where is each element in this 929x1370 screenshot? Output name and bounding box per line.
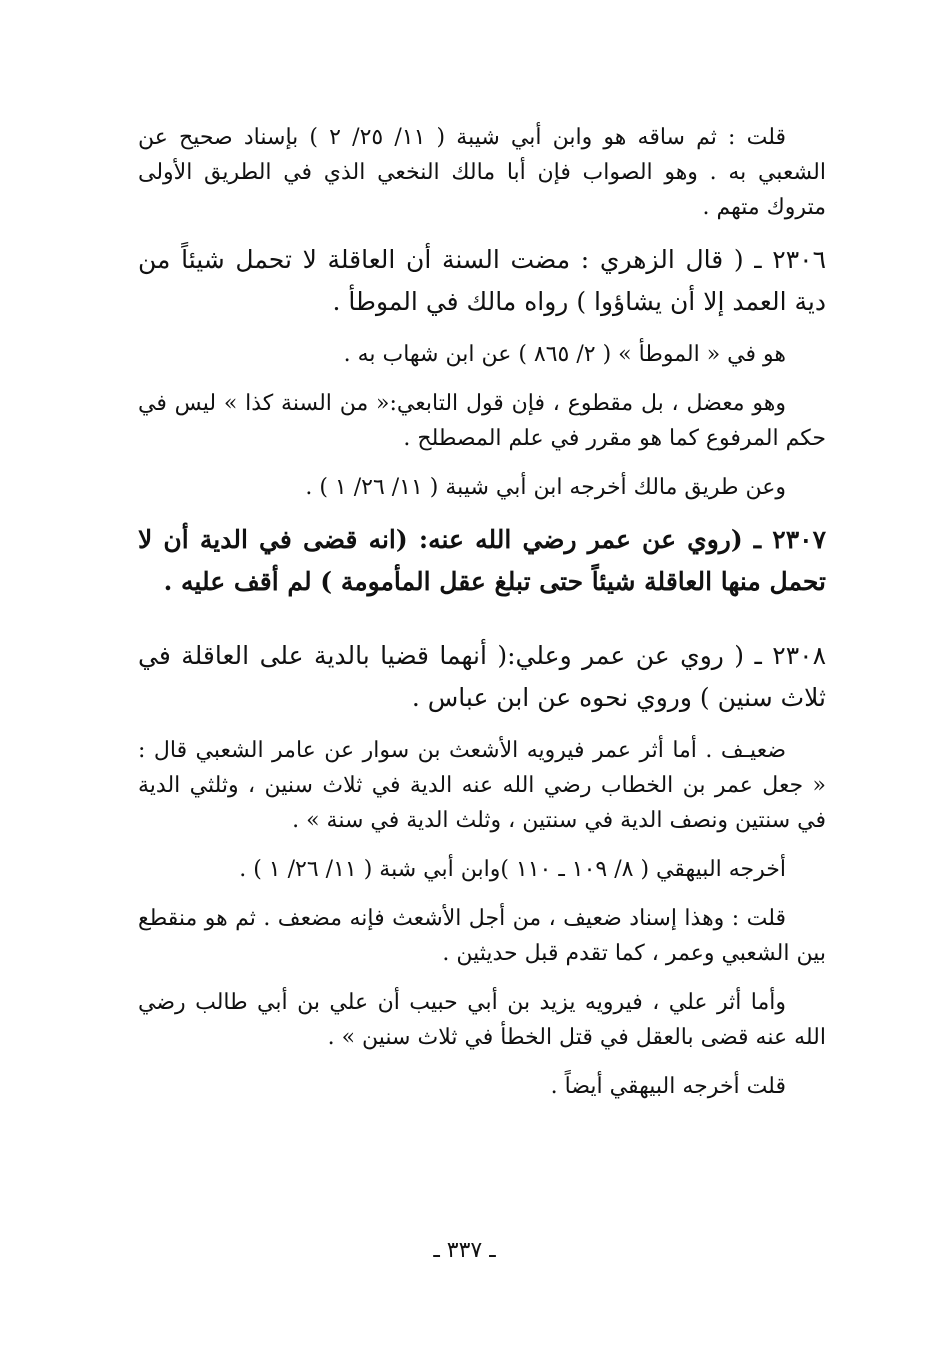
paragraph-comment-2308: قلت : وهذا إسناد ضعيف ، من أجل الأشعث فإنه مضعف . ثم هو منقطع بين الشعبي وعمر ، كما تقدم قبل حديثين .: [138, 906, 826, 966]
paragraph-route-2306: وعن طريق مالك أخرجه ابن أبي شيبة ( ١١/ ٢٦/ ١ ) .: [305, 475, 786, 500]
hadith-2307: ٢٣٠٧ ـ (روي عن عمر رضي الله عنه: (انه قضى في الدية أن لا تحمل منها العاقلة شيئاً حتى تبلغ عقل المأمومة ) لم أقف عليه .: [138, 525, 826, 596]
page-body: [138, 120, 826, 1118]
paragraph-ali-report: وأما أثر علي ، فيرويه يزيد بن أبي حبيب أن علي بن أبي طالب رضي الله عنه قضى بالعقل في قتل الخطأ في ثلاث سنين » .: [138, 990, 826, 1050]
paragraph-source-2308: أخرجه البيهقي ( ٨/ ١٠٩ ـ ١١٠ )وابن أبي شبة ( ١١/ ٢٦/ ١ ) .: [239, 857, 786, 882]
paragraph-source-2306: هو في « الموطأ » ( ٢/ ٨٦٥ ) عن ابن شهاب به .: [343, 342, 786, 367]
paragraph-grading-2308: ضعيـف . أما أثر عمر فيرويه الأشعث بن سوار عن عامر الشعبي قال : « جعل عمر بن الخطاب رضي الله عنه الدية في ثلاث سنين ، وثلثي الدية في سنتين ونصف الدية في سنتين ، وثلث الدية في سنة » .: [138, 738, 826, 833]
paragraph-comment-1: قلت : ثم ساقه هو وابن أبي شيبة ( ١١/ ٢٥/ ٢ ) بإسناد صحيح عن الشعبي به . وهو الصواب فإن أبا مالك النخعي الذي في الطريق الأولى متروك متهم .: [138, 125, 826, 220]
hadith-2308: ٢٣٠٨ ـ ( روي عن عمر وعلي:( أنهما قضيا بالدية على العاقلة في ثلاث سنين ) وروي نحوه عن ابن عباس .: [138, 641, 826, 712]
paragraph-grading-2306: وهو معضل ، بل مقطوع ، فإن قول التابعي:« من السنة كذا » ليس في حكم المرفوع كما هو مقرر في علم المصطلح .: [138, 391, 826, 451]
page-number: ـ ٣٣٧ ـ: [433, 1238, 496, 1263]
paragraph-final-note: قلت أخرجه البيهقي أيضاً .: [550, 1074, 786, 1099]
spacer: [138, 617, 826, 635]
hadith-2306: ٢٣٠٦ ـ ( قال الزهري : مضت السنة أن العاقلة لا تحمل شيئاً من دية العمد إلا أن يشاؤوا ) رواه مالك في الموطأ .: [138, 245, 826, 316]
